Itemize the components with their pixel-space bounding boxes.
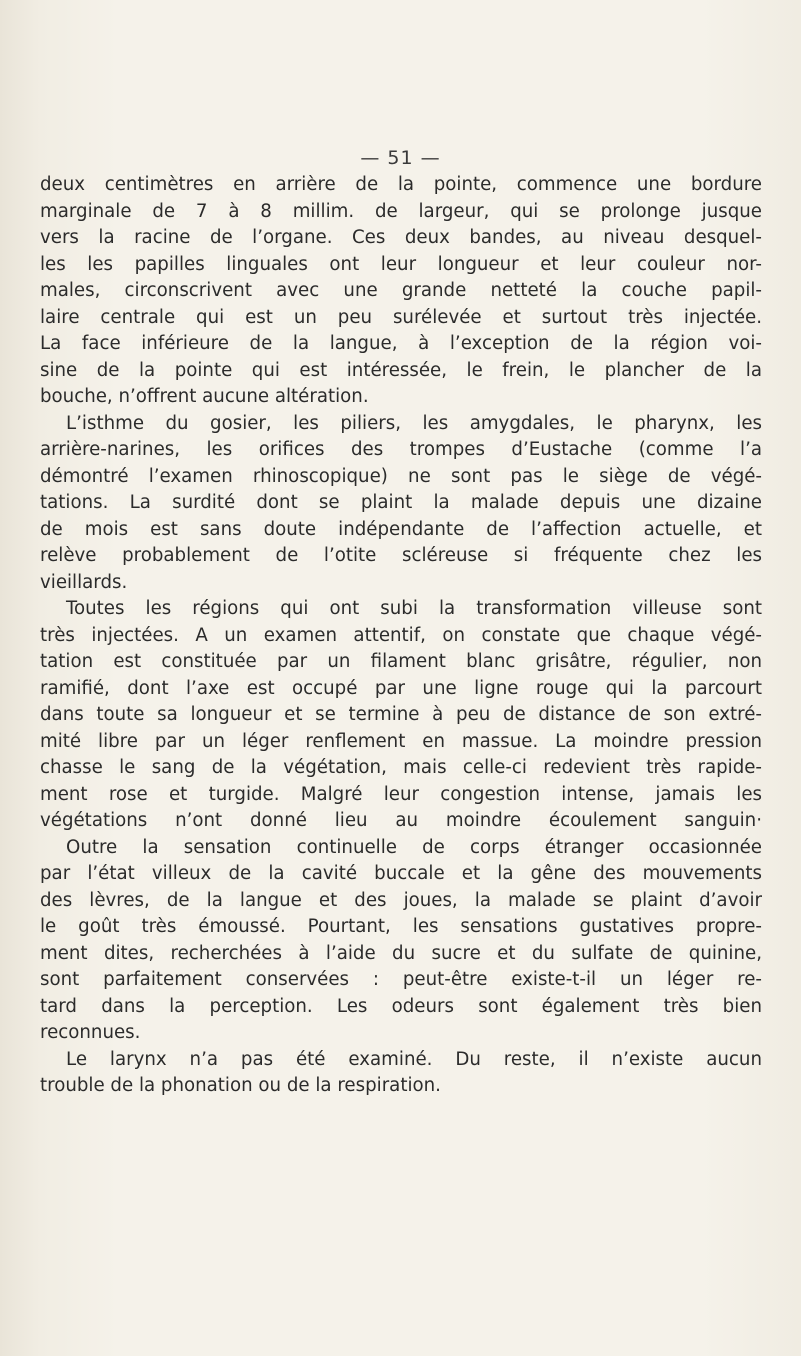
text-line: vers la racine de l’organe. Ces deux bandes, au niveau desquel- <box>40 227 762 248</box>
text-line: La face inférieure de la langue, à l’exception de la région voi- <box>40 333 762 354</box>
text-line: Toutes les régions qui ont subi la transformation villeuse sont <box>66 598 762 619</box>
text-line: dans toute sa longueur et se termine à peu de distance de son extré- <box>40 704 762 725</box>
text-line: tard dans la perception. Les odeurs sont également très bien <box>40 995 762 1017</box>
text-line: reconnues. <box>40 1022 141 1043</box>
text-line: des lèvres, de la langue et des joues, la malade se plaint d’avoir <box>40 889 762 911</box>
text-line: deux centimètres en arrière de la pointe, commence une bordure <box>40 174 762 195</box>
text-line: L’isthme du gosier, les piliers, les amygdales, le pharynx, les <box>66 412 762 434</box>
text-line: laire centrale qui est un peu surélevée et surtout très injectée. <box>40 306 762 328</box>
text-line: sine de la pointe qui est intéressée, le frein, le plancher de la <box>40 359 762 381</box>
text-line: males, circonscrivent avec une grande netteté la couche papil- <box>40 280 762 301</box>
text-line: le goût très émoussé. Pourtant, les sensations gustatives propre- <box>40 916 762 937</box>
text-line: de mois est sans doute indépendante de l’affection actuelle, et <box>40 518 762 540</box>
text-line: très injectées. A un examen attentif, on constate que chaque végé- <box>40 624 762 646</box>
text-line: bouche, n’offrent aucune altération. <box>40 386 369 407</box>
text-line: arrière-narines, les orifices des trompes d’Eustache (comme l’a <box>40 439 762 460</box>
text-line: chasse le sang de la végétation, mais celle-ci redevient très rapide- <box>40 757 762 778</box>
page-number: — 51 — <box>360 147 441 169</box>
text-line: les les papilles linguales ont leur longueur et leur couleur nor- <box>40 253 762 275</box>
text-line: sont parfaitement conservées : peut-être existe-t-il un léger re- <box>40 969 762 990</box>
body-text <box>40 172 762 1100</box>
text-line: mité libre par un léger renflement en massue. La moindre pression <box>40 730 762 752</box>
text-line: ment rose et turgide. Malgré leur congestion intense, jamais les <box>40 783 762 805</box>
text-line: démontré l’examen rhinoscopique) ne sont pas le siège de végé- <box>40 465 762 487</box>
text-line: par l’état villeux de la cavité buccale et la gêne des mouvements <box>40 863 762 884</box>
text-line: ment dites, recherchées à l’aide du sucre et du sulfate de quinine, <box>40 942 762 964</box>
text-line: trouble de la phonation ou de la respiration. <box>40 1075 441 1096</box>
text-line: ramifié, dont l’axe est occupé par une ligne rouge qui la parcourt <box>40 677 762 699</box>
text-line: tation est constituée par un filament blanc grisâtre, régulier, non <box>40 651 762 672</box>
text-line: Le larynx n’a pas été examiné. Du reste, il n’existe aucun <box>66 1048 762 1070</box>
text-line: vieillards. <box>40 571 128 593</box>
text-line: tations. La surdité dont se plaint la malade depuis une dizaine <box>40 492 762 513</box>
text-line: marginale de 7 à 8 millim. de largeur, qui se prolonge jusque <box>40 200 762 222</box>
text-line: Outre la sensation continuelle de corps étranger occasionnée <box>66 836 762 858</box>
text-line: végétations n’ont donné lieu au moindre écoulement sanguin· <box>40 810 762 831</box>
text-line: relève probablement de l’otite scléreuse si fréquente chez les <box>40 545 762 566</box>
